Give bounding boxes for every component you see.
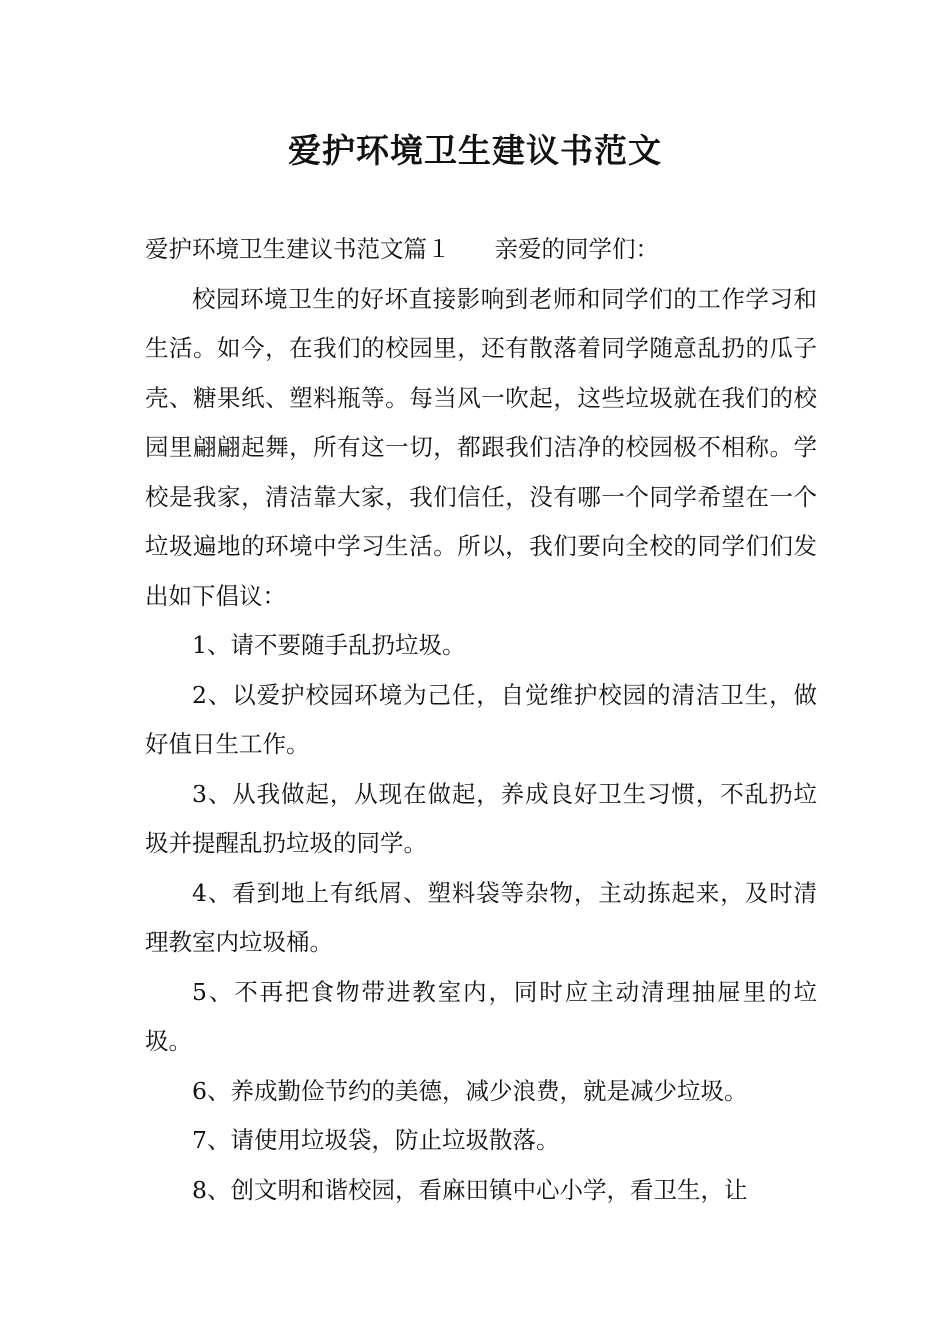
section-label: 爱护环境卫生建议书范文篇１ [145,235,451,263]
list-item-8: 8、创文明和谐校园，看麻田镇中心小学，看卫生，让 [192,1175,748,1204]
list-item-6: 6、养成勤俭节约的美德，减少浪费，就是减少垃圾。 [192,1076,748,1105]
salutation: 亲爱的同学们： [494,235,659,263]
list-item-3: 3、从我做起，从现在做起，养成良好卫生习惯，不乱扔垃圾并提醒乱扔垃圾的同学。 [145,779,817,857]
intro-line [145,225,817,275]
list-item-2: 2、以爱护校园环境为己任，自觉维护校园的清洁卫生，做好值日生工作。 [145,680,817,758]
list-item-1: 1、请不要随手乱扔垃圾。 [192,631,466,659]
list-item-4: 4、看到地上有纸屑、塑料袋等杂物，主动拣起来，及时清理教室内垃圾桶。 [145,878,817,956]
list-item-7: 7、请使用垃圾袋，防止垃圾散落。 [192,1126,560,1154]
document-body [145,225,817,1215]
paragraph-body: 校园环境卫生的好坏直接影响到老师和同学们的工作学习和生活。如今，在我们的校园里，还有散落着同学随意乱扔的瓜子壳、糖果纸、塑料瓶等。每当风一吹起，这些垃圾就在我们的校园里翩翩起舞，所有这一切，都跟我们洁净的校园极不相称。学校是我家，清洁靠大家，我们信任，没有哪一个同学希望在一个垃圾遍地的环境中学习生活。所以，我们要向全校的同学们们发出如下倡议： [145,284,817,610]
document-title: 爱护环境卫生建议书范文 [288,131,662,170]
list-item-5: 5、不再把食物带进教室内，同时应主动清理抽屉里的垃圾。 [145,977,817,1055]
